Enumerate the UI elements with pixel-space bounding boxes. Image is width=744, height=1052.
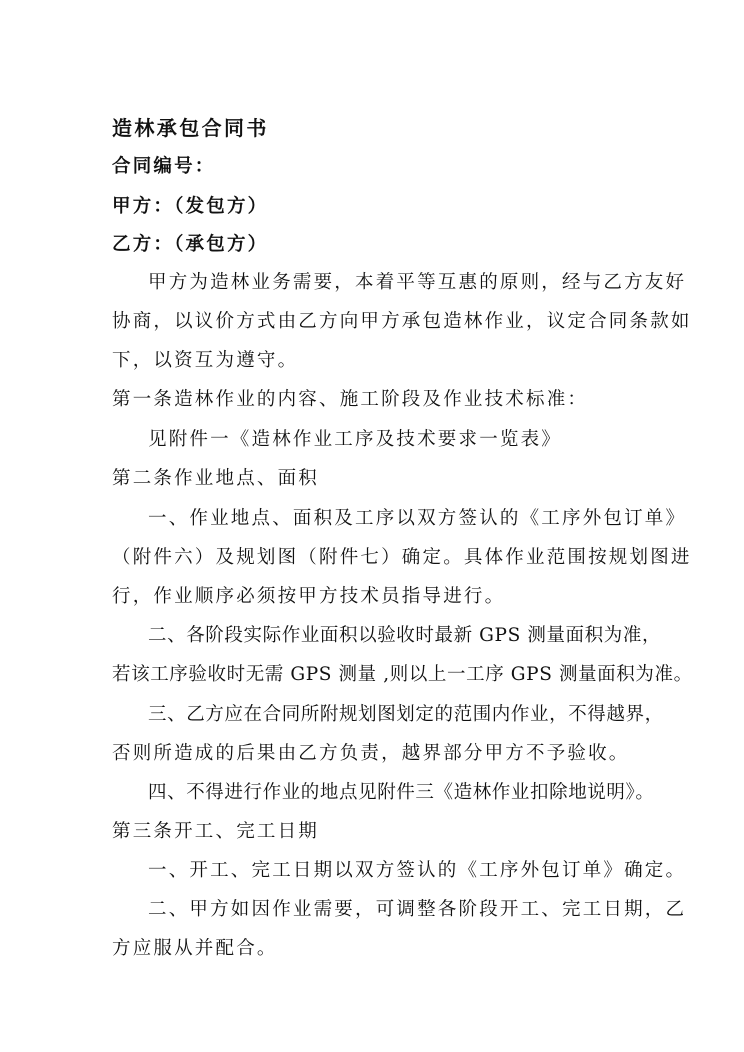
- article2-clause2-line-1: 二、各阶段实际作业面积以验收时最新 GPS 测量面积为准，: [148, 625, 662, 646]
- contract-number-label: 合同编号：: [112, 156, 216, 177]
- article3-clause2-line-1: 二、甲方如因作业需要，可调整各阶段开工、完工日期，乙: [148, 899, 687, 920]
- article2-clause1-line-2: （附件六）及规划图（附件七）确定。具体作业范围按规划图进: [112, 547, 692, 568]
- article2-clause4: 四、不得进行作业的地点见附件三《造林作业扣除地说明》。: [148, 782, 655, 803]
- article3-clause1: 一、开工、完工日期以双方签认的《工序外包订单》确定。: [148, 860, 687, 881]
- article1-body: 见附件一《造林作业工序及技术要求一览表》: [148, 429, 563, 450]
- article3-heading: 第三条开工、完工日期: [112, 821, 320, 842]
- article3-clause2-line-2: 方应服从并配合。: [112, 938, 278, 959]
- article2-clause3-line-2: 否则所造成的后果由乙方负责，越界部分甲方不予验收。: [112, 743, 630, 764]
- article2-clause3-line-1: 三、乙方应在合同所附规划图划定的范围内作业，不得越界，: [148, 704, 664, 725]
- article2-clause1-line-3: 行，作业顺序必须按甲方技术员指导进行。: [112, 586, 506, 607]
- article1-heading: 第一条造林作业的内容、施工阶段及作业技术标准：: [112, 389, 589, 410]
- article2-heading: 第二条作业地点、面积: [112, 468, 320, 489]
- party-a-label: 甲方：（发包方）: [112, 196, 269, 217]
- preamble-line-3: 下，以资互为遵守。: [112, 350, 299, 371]
- article2-clause2-line-2: 若该工序验收时无需 GPS 测量 ,则以上一工序 GPS 测量面积为准。: [112, 664, 693, 685]
- preamble-line-2: 协商，以议价方式由乙方向甲方承包造林作业，议定合同条款如: [112, 311, 692, 332]
- party-b-label: 乙方：（承包方）: [112, 234, 269, 255]
- document-title: 造林承包合同书: [112, 116, 269, 140]
- preamble-line-1: 甲方为造林业务需要，本着平等互惠的原则，经与乙方友好: [148, 272, 687, 293]
- article2-clause1-line-1: 一、作业地点、面积及工序以双方签认的《工序外包订单》: [148, 508, 687, 529]
